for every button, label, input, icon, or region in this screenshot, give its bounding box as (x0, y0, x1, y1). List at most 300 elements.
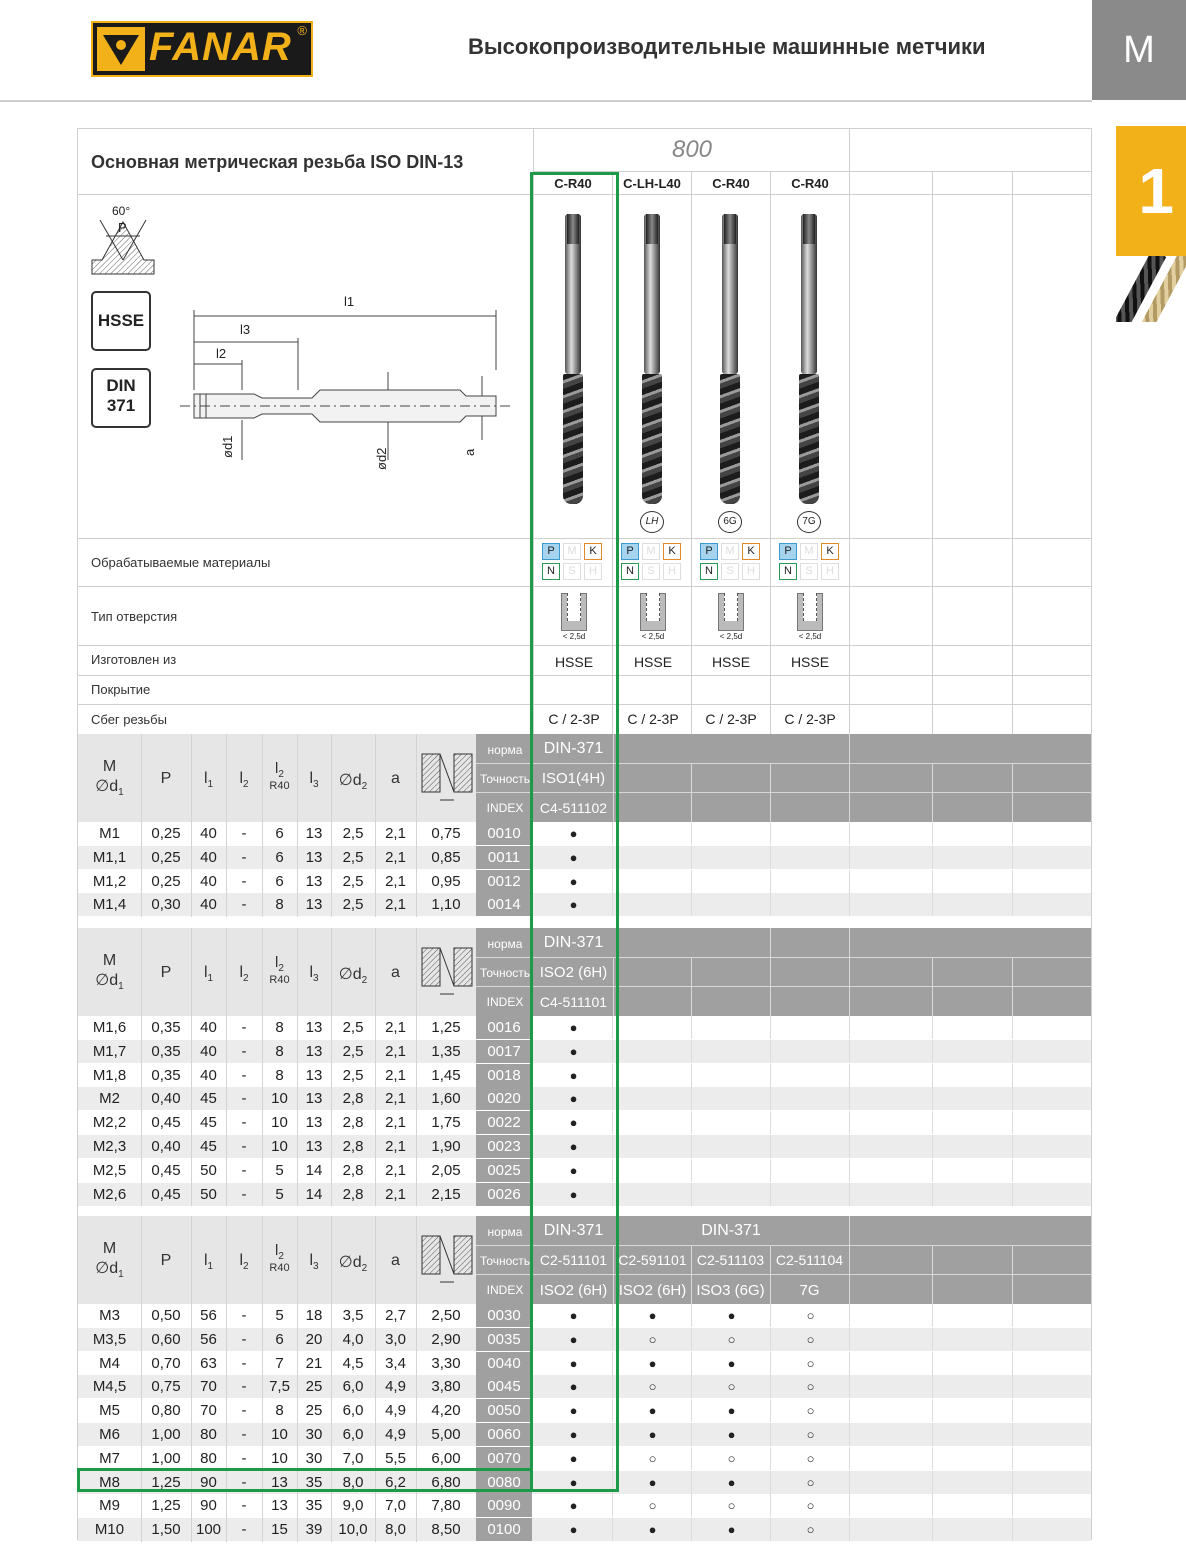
cell-value: 4,9 (385, 1402, 406, 1420)
col-head-l2-r40: $l_2$ R40 (269, 1242, 290, 1274)
cell-value: 3,0 (385, 1330, 406, 1348)
cell-value: 0,45 (151, 1161, 181, 1179)
availability-mark: ● (648, 1355, 657, 1371)
availability-mark: ● (727, 1474, 736, 1490)
row-col-divider (1012, 1471, 1013, 1494)
row-col-divider (932, 846, 933, 869)
cell-index: 0012 (476, 870, 532, 893)
label-norm: норма (487, 937, 523, 951)
cell-value: 2,5 (342, 872, 364, 890)
cell-value: 0,60 (151, 1330, 181, 1348)
row-col-divider (691, 1518, 692, 1541)
row-col-divider (770, 1447, 771, 1470)
col-head-d2: $\emptyset d_2$ (338, 966, 368, 987)
row-col-divider (770, 1159, 771, 1182)
hole-section-icon (420, 1232, 474, 1288)
row-col-divider (691, 893, 692, 916)
cell-value: 0,35 (151, 1066, 181, 1084)
row-col-divider (691, 1328, 692, 1351)
cell-value: 1,35 (431, 1042, 461, 1060)
label-index: INDEX (486, 801, 524, 815)
availability-mark: ○ (727, 1331, 736, 1347)
cell-value: 2,5 (342, 1066, 364, 1084)
cell-size: M4 (99, 1354, 120, 1372)
row-col-divider (1012, 1135, 1013, 1158)
row-col-divider (849, 1111, 850, 1134)
col-head-l2: $l_2$ (239, 770, 249, 791)
cell-value: 6,0 (342, 1426, 364, 1443)
cell-value: 8 (275, 1042, 284, 1060)
row-col-divider (770, 1375, 771, 1398)
label-index: INDEX (486, 995, 524, 1009)
col-divider (262, 928, 263, 1206)
cell-value: 40 (200, 1042, 217, 1060)
availability-mark: ● (648, 1522, 657, 1538)
cell-index: 0017 (476, 1040, 532, 1063)
row-col-divider (849, 1352, 850, 1375)
cell-value: 100 (195, 1521, 222, 1539)
tolerance-7g-badge: 7G (797, 511, 821, 533)
label-norm: норма (487, 743, 523, 757)
cell-index: 0090 (476, 1494, 532, 1517)
cell-value: 0,80 (151, 1402, 181, 1420)
cell-value: 2,8 (342, 1114, 364, 1132)
col-head-d1: $\emptyset d_1$ (95, 1260, 124, 1281)
cell-value: 1,75 (431, 1114, 461, 1132)
row-col-divider (849, 870, 850, 893)
cell-size: M5 (99, 1402, 120, 1420)
cell-value: - (241, 1497, 247, 1515)
table-row[interactable] (78, 1494, 1091, 1517)
row-col-divider (932, 1304, 933, 1327)
row-col-divider (849, 1399, 850, 1422)
col-divider (297, 1216, 298, 1542)
availability-mark: ● (569, 1020, 578, 1035)
cell-value: 10 (271, 1426, 288, 1443)
cell-value: - (241, 848, 247, 866)
tap-image-3 (718, 214, 742, 504)
cell-value: 9,0 (342, 1497, 364, 1515)
block-header-col-divider (849, 734, 850, 763)
section-tab-1[interactable]: 1 (1116, 126, 1186, 256)
cell-value: 2,8 (342, 1161, 364, 1179)
row-col-divider (1012, 1304, 1013, 1327)
cell-value: 10 (271, 1114, 288, 1132)
cell-index: 0011 (476, 846, 532, 869)
index-value-3: ISO3 (6G) (696, 1282, 765, 1299)
blind-hole-icon-2: < 2,5d (633, 593, 673, 643)
cell-value: 1,25 (431, 1019, 461, 1036)
col-divider (331, 734, 332, 917)
cell-value: 4,5 (342, 1354, 364, 1372)
cell-value: 1,00 (151, 1449, 181, 1467)
cell-value: 56 (200, 1307, 217, 1324)
col-divider (141, 928, 142, 1206)
cell-value: - (241, 1402, 247, 1420)
cell-index: 0020 (476, 1087, 532, 1110)
cell-index: 0030 (476, 1304, 532, 1327)
cell-value: 8 (275, 1019, 284, 1036)
cell-value: 13 (305, 848, 323, 866)
availability-mark: ● (569, 1427, 578, 1442)
row-col-divider (1012, 822, 1013, 845)
availability-mark: ● (727, 1403, 736, 1419)
cell-value: 10,0 (338, 1521, 368, 1539)
cell-value: 2,5 (342, 1019, 364, 1036)
col-head-l2-r40: $l_2$ R40 (269, 760, 290, 792)
block-header-col-divider (1012, 1245, 1013, 1304)
cell-index: 0100 (476, 1518, 532, 1541)
row-col-divider (770, 1494, 771, 1517)
label-accuracy: Точность (479, 1254, 531, 1268)
row-col-divider (770, 1399, 771, 1422)
cell-value: 45 (200, 1138, 217, 1155)
cell-value: 2,7 (385, 1307, 406, 1324)
cell-value: 0,25 (151, 872, 181, 890)
cell-value: 63 (200, 1354, 217, 1372)
lh-badge: LH (640, 511, 664, 533)
col-head-d1: $\emptyset d_1$ (95, 972, 124, 993)
cell-value: 10 (271, 1449, 288, 1467)
cell-value: - (241, 872, 247, 890)
label-runout: Сбег резьбы (91, 712, 167, 727)
cell-value: 7,0 (385, 1497, 406, 1515)
blind-hole-icon-1: < 2,5d (554, 593, 594, 643)
cell-index: 0035 (476, 1328, 532, 1351)
cell-value: - (241, 1473, 247, 1491)
col-head-d2: $\emptyset d_2$ (338, 772, 368, 793)
cell-index: 0010 (476, 822, 532, 845)
norm-value-1: DIN-371 (543, 1222, 604, 1239)
dim-a: a (462, 448, 477, 456)
col-head-m: M (102, 952, 117, 969)
cell-index: 0023 (476, 1135, 532, 1158)
row-col-divider (691, 1040, 692, 1063)
row-col-divider (932, 1494, 933, 1517)
row-col-divider (849, 822, 850, 845)
col-head-l1: $l_1$ (203, 1252, 214, 1273)
cell-size: M3,5 (92, 1330, 127, 1348)
cell-value: 1,45 (431, 1066, 461, 1084)
made-of-2: HSSE (633, 654, 673, 670)
row-col-divider (849, 1087, 850, 1110)
hole-section-icon (420, 750, 474, 806)
row-col-divider (691, 822, 692, 845)
cell-value: 13 (305, 1138, 323, 1155)
row-col-divider (770, 1064, 771, 1087)
availability-mark: ● (569, 849, 578, 865)
availability-mark: ● (569, 1498, 578, 1514)
din-box (91, 368, 151, 428)
cell-value: 13 (271, 1497, 288, 1515)
cell-value: 13 (305, 1042, 323, 1060)
series-label: 800 (671, 136, 713, 163)
cell-value: 40 (200, 1019, 217, 1036)
logo-chevron-icon (97, 27, 145, 71)
col-divider (191, 1216, 192, 1542)
hole-section-icon (420, 944, 474, 1000)
cell-value: - (241, 1426, 247, 1443)
col-divider (331, 1216, 332, 1542)
made-of-4: HSSE (790, 654, 830, 670)
cell-value: 0,45 (151, 1114, 181, 1132)
label-hole-type: Тип отверстия (91, 609, 178, 624)
cell-size: M9 (99, 1497, 120, 1515)
availability-mark: ● (648, 1403, 657, 1419)
block-header-col-divider (849, 763, 850, 822)
cell-value: 15 (271, 1521, 288, 1539)
cell-size: M1,6 (92, 1019, 127, 1036)
cell-value: - (241, 1066, 247, 1084)
cell-value: - (241, 1042, 247, 1060)
block-header-col-divider (1012, 763, 1013, 822)
runout-1: C / 2-3P (548, 711, 600, 727)
row-col-divider (849, 1159, 850, 1182)
row-col-divider (691, 870, 692, 893)
cell-value: 7,5 (269, 1378, 290, 1396)
cell-value: 39 (305, 1521, 323, 1539)
dim-d1: ød1 (220, 435, 235, 458)
cell-value: - (241, 1521, 247, 1539)
made-of-3: HSSE (711, 654, 751, 670)
col-head-l3: $l_3$ (309, 770, 319, 791)
row-col-divider (770, 1423, 771, 1446)
cell-value: 13 (305, 1019, 323, 1036)
tolerance-6g-badge: 6G (718, 511, 742, 533)
availability-mark: ● (569, 1115, 578, 1131)
cell-size: M2,3 (92, 1138, 127, 1155)
cell-value: 35 (305, 1473, 323, 1491)
cell-value: 2,50 (431, 1307, 461, 1324)
col-head-l2-r40: $l_2$ R40 (269, 954, 290, 986)
row-col-divider (1012, 1328, 1013, 1351)
row-col-divider (1012, 1111, 1013, 1134)
col-head-l3: $l_3$ (309, 964, 319, 985)
runout-3: C / 2-3P (705, 711, 757, 727)
block-header-col-divider (932, 957, 933, 1016)
row-col-divider (932, 1518, 933, 1541)
cell-size: M7 (99, 1449, 120, 1467)
row-col-divider (849, 1135, 850, 1158)
cell-value: 8 (275, 896, 284, 914)
col-divider (141, 1216, 142, 1542)
block-header-col-divider (932, 1245, 933, 1304)
cell-value: 8 (275, 1402, 284, 1420)
cell-value: 6 (275, 825, 284, 842)
cell-value: 5 (275, 1185, 284, 1203)
cell-size: M3 (99, 1307, 120, 1324)
cell-size: M6 (99, 1426, 120, 1443)
col-head-l2: $l_2$ (239, 964, 249, 985)
row-col-divider (770, 1304, 771, 1327)
row-col-divider (770, 846, 771, 869)
cell-value: 1,10 (431, 896, 461, 914)
col-divider (226, 734, 227, 917)
row-col-divider (691, 1111, 692, 1134)
cell-value: 2,5 (342, 1042, 364, 1060)
availability-mark: ● (569, 873, 578, 889)
availability-mark: ● (569, 1091, 578, 1107)
availability-mark: ● (569, 1139, 578, 1154)
row-col-divider (849, 1183, 850, 1206)
cell-value: 2,1 (385, 872, 406, 890)
cell-value: 1,25 (151, 1497, 181, 1515)
cell-size: M2 (99, 1090, 120, 1108)
row-col-divider (691, 1135, 692, 1158)
row-col-divider (932, 1328, 933, 1351)
cell-value: 90 (200, 1473, 217, 1491)
availability-mark: ● (569, 826, 578, 841)
row-col-divider (932, 1064, 933, 1087)
logo-brand: FANAR (149, 25, 292, 69)
index-value: C4-511102 (539, 800, 608, 816)
cell-value: 4,9 (385, 1378, 406, 1396)
row-col-divider (770, 1016, 771, 1039)
row-col-divider (932, 1399, 933, 1422)
cell-size: M1,7 (92, 1042, 127, 1060)
row-col-divider (932, 1375, 933, 1398)
cell-value: 3,30 (431, 1354, 461, 1372)
cell-value: 25 (305, 1402, 323, 1420)
cell-value: 0,35 (151, 1019, 181, 1036)
din-box-line1: DIN (106, 376, 136, 395)
cell-value: 2,5 (342, 896, 364, 914)
availability-mark: ● (569, 1474, 578, 1490)
cell-index: 0018 (476, 1064, 532, 1087)
label-made-of: Изготовлен из (91, 652, 177, 667)
col-head-l1: $l_1$ (203, 770, 214, 791)
cell-value: 13 (271, 1473, 288, 1491)
cell-value: 2,1 (385, 1042, 406, 1060)
cell-size: M1,2 (92, 872, 127, 890)
cell-value: 6 (275, 1330, 284, 1348)
cell-value: 2,90 (431, 1330, 461, 1348)
accuracy-value: ISO2 (6H) (539, 964, 608, 981)
cell-value: 1,25 (151, 1473, 181, 1491)
col-divider (416, 1216, 417, 1542)
cell-value: 2,1 (385, 896, 406, 914)
col-divider (226, 1216, 227, 1542)
row-col-divider (770, 1040, 771, 1063)
row-col-divider (932, 1087, 933, 1110)
row-col-divider (849, 1328, 850, 1351)
table-row[interactable] (78, 1518, 1091, 1541)
cell-value: 13 (305, 896, 323, 914)
row-col-divider (932, 1016, 933, 1039)
row-col-divider (1012, 846, 1013, 869)
row-col-divider (1012, 1494, 1013, 1517)
row-col-divider (849, 1518, 850, 1541)
accuracy-value-3: C2-511103 (696, 1252, 765, 1268)
row-col-divider (932, 1471, 933, 1494)
row-col-divider (849, 1375, 850, 1398)
table-title: Основная метрическая резьба ISO DIN-13 (91, 152, 464, 172)
cell-value: 1,90 (431, 1138, 461, 1155)
availability-mark: ○ (806, 1522, 815, 1538)
row-col-divider (691, 1494, 692, 1517)
row-col-divider (1012, 1399, 1013, 1422)
availability-mark: ● (648, 1427, 657, 1442)
cell-value: 3,5 (342, 1307, 364, 1324)
material-icons-4: P M K N S H (779, 543, 841, 581)
made-of-1: HSSE (554, 654, 594, 670)
section-tab-m[interactable]: M (1092, 0, 1186, 100)
row-col-divider (691, 1423, 692, 1446)
cell-size: M2,5 (92, 1161, 127, 1179)
cell-value: 14 (305, 1161, 323, 1179)
col-head-2: C-LH-L40 (623, 176, 681, 191)
row-col-divider (849, 1040, 850, 1063)
row-col-divider (1012, 1183, 1013, 1206)
col-head-a: a (391, 1252, 400, 1269)
block-header-col-divider (932, 763, 933, 822)
cell-size: M1,8 (92, 1066, 127, 1084)
cell-value: 6 (275, 848, 284, 866)
pitch-label: P (118, 220, 127, 235)
row-col-divider (770, 822, 771, 845)
col-head-l3: $l_3$ (309, 1252, 319, 1273)
col-divider (226, 928, 227, 1206)
cell-value: 4,0 (342, 1330, 364, 1348)
cell-value: 2,1 (385, 1138, 406, 1155)
cell-value: - (241, 825, 247, 842)
availability-mark: ● (569, 1331, 578, 1347)
row-col-divider (932, 1183, 933, 1206)
row-col-divider (849, 893, 850, 916)
cell-value: 2,8 (342, 1138, 364, 1155)
availability-mark: ● (569, 1043, 578, 1059)
cell-value: 1,00 (151, 1426, 181, 1443)
label-norm: норма (487, 1225, 523, 1239)
cell-value: 8,0 (342, 1473, 364, 1491)
cell-value: 56 (200, 1330, 217, 1348)
cell-value: 0,70 (151, 1354, 181, 1372)
tap-image-2 (640, 214, 664, 504)
cell-size: M1 (99, 825, 120, 842)
cell-value: 13 (305, 872, 323, 890)
cell-value: 35 (305, 1497, 323, 1515)
din-box-line2: 371 (106, 396, 136, 415)
cell-value: 7 (275, 1354, 284, 1372)
col-divider (375, 928, 376, 1206)
label-accuracy: Точность (479, 966, 531, 980)
row-col-divider (691, 1183, 692, 1206)
cell-value: 5 (275, 1307, 284, 1324)
availability-mark: ○ (648, 1379, 657, 1395)
cell-value: - (241, 1090, 247, 1108)
col-divider (262, 734, 263, 917)
row-col-divider (932, 1159, 933, 1182)
cell-value: 18 (305, 1307, 323, 1324)
row-col-divider (849, 846, 850, 869)
cell-value: 10 (271, 1090, 288, 1108)
index-value: C4-511101 (539, 994, 608, 1010)
availability-mark: ● (727, 1355, 736, 1371)
availability-mark: ● (569, 1450, 578, 1466)
col-divider (375, 1216, 376, 1542)
cell-index: 0050 (476, 1399, 532, 1422)
row-col-divider (770, 1352, 771, 1375)
availability-mark: ○ (806, 1355, 815, 1371)
col-divider (331, 928, 332, 1206)
cell-value: - (241, 1307, 247, 1324)
availability-mark: ● (569, 897, 578, 913)
col-head-m: M (102, 1240, 117, 1257)
highlight-column-c-r40 (530, 172, 619, 1492)
cell-value: 2,1 (385, 1161, 406, 1179)
row-col-divider (691, 846, 692, 869)
cell-value: 80 (200, 1426, 217, 1443)
